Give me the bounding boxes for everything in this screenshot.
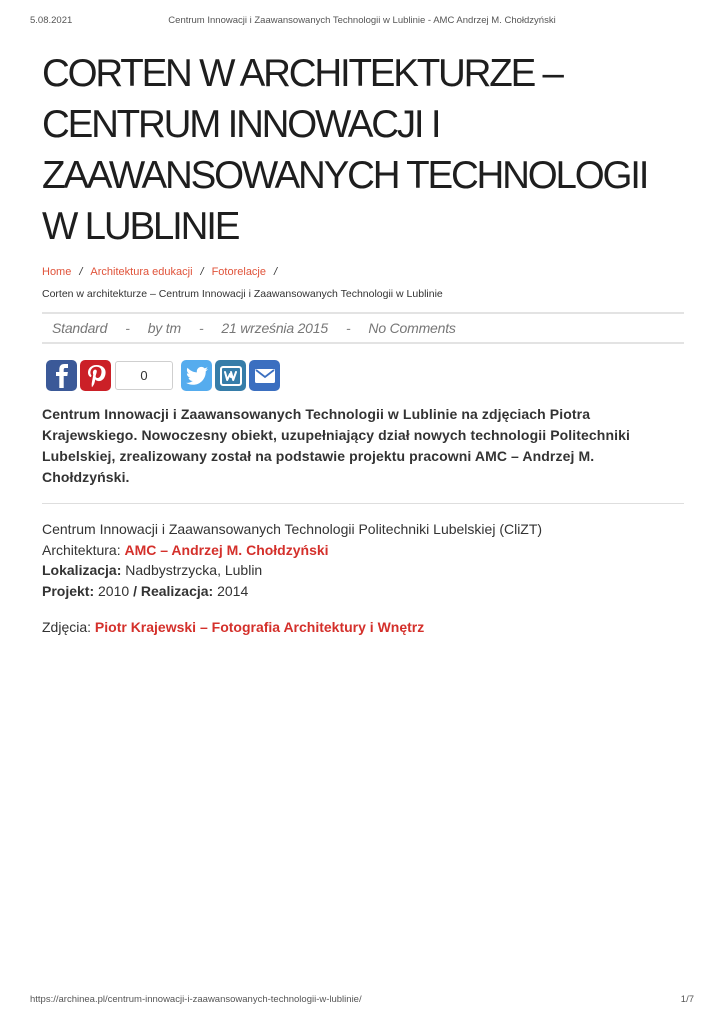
twitter-icon	[186, 366, 208, 386]
project-year: 2010	[98, 582, 130, 599]
post-author-link[interactable]: by tm	[147, 320, 181, 336]
article-lead	[42, 404, 684, 488]
photos-credit	[42, 617, 684, 637]
print-page-number: 1/7	[680, 994, 694, 1005]
lead-line: Centrum Innowacji i Zaawansowanych Technologii w Lublinie na zdjęciach Piotra	[42, 406, 591, 422]
facebook-icon	[53, 364, 71, 388]
post-format: Standard	[52, 320, 108, 336]
dates-row	[42, 581, 684, 602]
article	[42, 48, 684, 637]
dates-separator: /	[133, 582, 137, 599]
email-share-button[interactable]	[249, 360, 280, 391]
twitter-share-button[interactable]	[181, 360, 212, 391]
print-date: 5.08.2021	[30, 15, 73, 26]
wykop-share-button[interactable]	[215, 360, 246, 391]
meta-separator: -	[198, 320, 204, 336]
photographer-link[interactable]: Piotr Krajewski – Fotografia Architektury i Wnętrz	[94, 619, 425, 635]
breadcrumb-separator: /	[79, 266, 83, 278]
architecture-row	[42, 540, 684, 561]
breadcrumb-separator: /	[200, 266, 204, 278]
lead-line: Krajewskiego. Nowoczesny obiekt, uzupełniający dział nowych technologii Politechniki	[42, 427, 630, 443]
realization-label: Realizacja:	[140, 582, 214, 599]
page-title-line: ZAAWANSOWANYCH TECHNOLOGII	[42, 154, 648, 197]
facebook-share-button[interactable]	[46, 360, 77, 391]
realization-year: 2014	[217, 582, 249, 599]
page-title-line: CENTRUM INNOWACJI I	[42, 103, 440, 146]
page-title	[42, 48, 684, 252]
pinterest-icon	[86, 364, 106, 388]
post-comments-link[interactable]: No Comments	[368, 320, 456, 336]
location-label: Lokalizacja:	[42, 562, 122, 578]
project-label: Projekt:	[42, 582, 95, 599]
project-name: Centrum Innowacji i Zaawansowanych Technologii Politechniki Lubelskiej (CliZT)	[42, 521, 543, 537]
architecture-label: Architektura:	[42, 541, 121, 558]
page-title-line: W LUBLINIE	[42, 205, 239, 248]
breadcrumb-fotorelacje-link[interactable]: Fotorelacje	[211, 266, 266, 278]
content-divider	[42, 503, 684, 504]
email-icon	[254, 368, 276, 384]
meta-separator: -	[345, 320, 351, 336]
project-details	[42, 519, 684, 601]
wykop-icon	[219, 365, 243, 387]
print-document-title: Centrum Innowacji i Zaawansowanych Technologii w Lublinie - AMC Andrzej M. Chołdzyński	[168, 15, 556, 26]
location-value: Nadbystrzycka, Lublin	[125, 562, 263, 578]
lead-line: Lubelskiej, zrealizowany został na podstawie projektu pracowni AMC – Andrzej M.	[42, 448, 595, 464]
print-footer	[30, 994, 694, 1008]
architecture-link[interactable]: AMC – Andrzej M. Chołdzyński	[124, 541, 329, 558]
print-header	[30, 15, 694, 29]
post-date: 21 września 2015	[221, 320, 328, 336]
post-meta-bar	[42, 312, 684, 344]
share-count: 0	[115, 361, 173, 390]
breadcrumb	[42, 265, 684, 279]
location-row	[42, 560, 684, 581]
meta-separator: -	[125, 320, 130, 336]
breadcrumb-home-link[interactable]: Home	[42, 266, 72, 278]
breadcrumb-separator: /	[274, 266, 278, 278]
share-buttons	[46, 360, 684, 391]
page-title-line: CORTEN W ARCHITEKTURZE –	[42, 52, 562, 95]
breadcrumb-current-page: Corten w architekturze – Centrum Innowacji i Zaawansowanych Technologii w Lublinie	[42, 288, 443, 300]
photos-label: Zdjęcia:	[42, 619, 92, 635]
pinterest-share-button[interactable]	[80, 360, 111, 391]
lead-line: Chołdzyński.	[42, 469, 130, 485]
breadcrumb-architektura-edukacji-link[interactable]: Architektura edukacji	[90, 266, 193, 278]
print-url: https://archinea.pl/centrum-innowacji-i-zaawansowanych-technologii-w-lublinie/	[30, 994, 362, 1005]
